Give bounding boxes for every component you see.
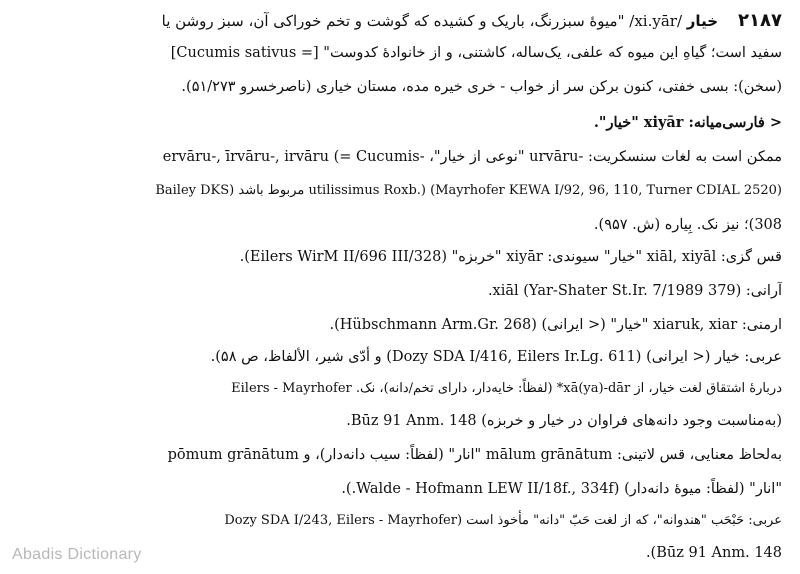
definition-line-1: /xi.yār/ "میوهٔ سبزرنگ، باریک و کشیده که گوشت و تخم خوراکی آن، سبز روشن یا (161, 12, 683, 30)
headword: خیار (686, 12, 718, 30)
etymology-line-1: دربارهٔ اشتقاق لغت خیار، از xā(ya)-dār* (لفظاً: خایه‌دار، دارای تخم/دانه)، نک. Eilers - Mayrhofer (231, 381, 782, 396)
definition-line-2: سفید است؛ گیاهِ این میوه که علفی، یک‌ساله، کاشتنی، و از خانوادهٔ کدوست" [= Cucumis sativus] (170, 45, 782, 61)
armenian-line: ارمنی: xiaruk, xiar "خیار" (< ایرانی) (Hübschmann Arm.Gr. 268). (329, 317, 782, 333)
entry-heading (14, 10, 718, 32)
arabic-line: عربی: خیار (< ایرانی) (Dozy SDA I/416, Eilers Ir.Lg. 611) و أدّی شیر، الألفاظ، ص ۵۸). (210, 349, 782, 365)
arabic-habhab-line-1: عربی: حَبْحَب "هندوانه"، که از لغت حَبّ "دانه" مأخوذ است (Dozy SDA I/243, Eilers - Mayrhofer (224, 513, 782, 528)
arabic-habhab-line-2: Būz 91 Anm. 148). (645, 545, 782, 561)
middle-persian-line: < فارسی‌میانه: xiyār "خیار". (593, 114, 782, 131)
watermark: Abadis Dictionary (12, 546, 142, 563)
etymology-line-2: (به‌مناسبت وجود دانه‌های فراوان در خیار و خربزه) Būz 91 Anm. 148. (346, 413, 782, 429)
latin-line-1: به‌لحاظ معنایی، قس لاتینی: mālum grānātum "انار" (لفظاً: سیب دانه‌دار)، و pōmum grānātum (167, 447, 782, 463)
sanskrit-line-1: ممکن است به لغات سنسکریت: -urvāru "نوعی از خیار"، -ervāru-, īrvāru-, irvāru (= Cucumis (162, 149, 782, 165)
quote-line: (سخن): بسی خفتی، کنون برکن سر از خواب - خری خیره مده، مستان خیاری (ناصرخسرو ۵۱/۲۷۳). (181, 79, 782, 95)
entry-number: ۲۱۸۷ (738, 10, 782, 31)
sanskrit-line-2: utilissimus Roxb.) (Mayrhofer KEWA I/92, 96, 110, Turner CDIAL 2520) مربوط باشد (Bailey DKS (155, 183, 782, 198)
arani-line: آرانی: xiāl (Yar-Shater St.Ir. 7/1989 379). (487, 283, 782, 299)
latin-line-2: "انار" (لفظاً: میوهٔ دانه‌دار) (Walde - Hofmann LEW II/18f., 334f.). (341, 481, 782, 497)
sanskrit-line-3: 308)؛ نیز نک. بِیاره (ش. ۹۵۷). (593, 217, 782, 233)
comparison-line: قس گزی: xiāl, xiyāl "خیار" سیوندی: xiyār "خربزه" (Eilers WirM II/696 III/328). (239, 249, 782, 265)
